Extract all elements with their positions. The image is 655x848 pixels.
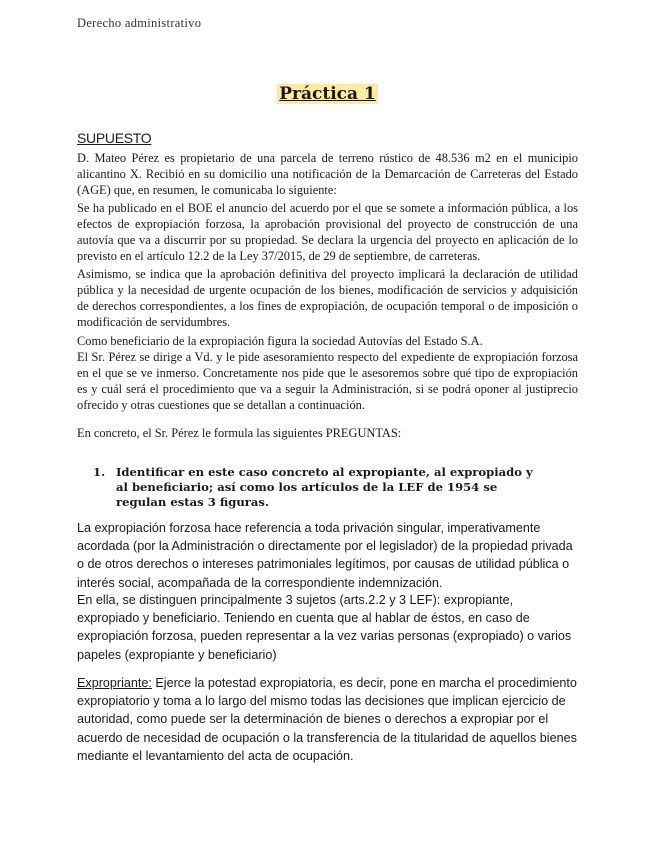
answer-paragraph-3	[77, 674, 578, 765]
page-header: Derecho administrativo	[77, 16, 202, 30]
supuesto-paragraph-1: D. Mateo Pérez es propietario de una parcela de terreno rústico de 48.536 m2 en el municipio alicantino X. Recibió en su domicilio una notificación de la Demarcación de Carreteras del Estado (AGE) que, en resumen, le comunicaba lo siguiente:	[77, 151, 578, 197]
expropriante-definition: Ejerce la potestad expropiatoria, es decir, pone en marcha el procedimiento expropiatorio y toma a lo largo del mismo todas las decisiones que implican ejercicio de autoridad, como puede ser la determinación de bienes o derechos a expropiar por el acuerdo de necesidad de ocupación o la transferencia de la titularidad de aquellos bienes mediante el levantamiento del acta de ocupación.	[77, 676, 577, 763]
page-title: Práctica 1	[279, 84, 376, 104]
question-1-number: 1.	[93, 465, 106, 479]
supuesto-paragraph-2: Se ha publicado en el BOE el anuncio del acuerdo por el que se somete a información pública, a los efectos de expropiación forzosa, la aprobación provisional del proyecto de construcción de una autovía que va a discurrir por su propiedad. Se declara la urgencia del proyecto en aplicación de lo previsto en el artículo 12.2 de la Ley 37/2015, de 29 de septiembre, de carreteras.	[77, 201, 578, 263]
supuesto-paragraph-5: En concreto, el Sr. Pérez le formula las siguientes PREGUNTAS:	[77, 426, 402, 440]
page-title-wrap	[0, 84, 655, 104]
question-1-text: Identificar en este caso concreto al expropiante, al expropiado y al beneficiario; así como los artículos de la LEF de 1954 se regulan estas 3 figuras.	[116, 465, 533, 509]
answer-paragraph-2: En ella, se distinguen principalmente 3 sujetos (arts.2.2 y 3 LEF): expropiante, expropiado y beneficiario. Teniendo en cuenta que al hablar de éstos, en caso de expropiación forzosa, pueden representar a la vez varias personas (expropiado) o varios papeles (expropiante y beneficiario)	[77, 593, 572, 662]
supuesto-paragraph-4b: El Sr. Pérez se dirige a Vd. y le pide asesoramiento respecto del expediente de expropiación forzosa en el que se ve inmerso. Concretamente nos pide que le asesoremos sobre qué tipo de expropiación es y cuál será el procedimiento que va a seguir la Administración, si se podrá oponer al justiprecio ofrecido y otras cuestiones que se detallan a continuación.	[77, 350, 578, 412]
answer-paragraph-1: La expropiación forzosa hace referencia a toda privación singular, imperativamente acordada (por la Administración o directamente por el legislador) de la propiedad privada o de otros derechos o intereses patrimoniales legítimos, por causas de utilidad pública o interés social, acompañada de la correspondiente indemnización.	[77, 521, 573, 590]
supuesto-heading: SUPUESTO	[77, 130, 152, 146]
supuesto-paragraph-3: Asimismo, se indica que la aprobación definitiva del proyecto implicará la declaración de utilidad pública y la necesidad de urgente ocupación de los bienes, modificación de servicios y adquisición de derechos correspondientes, a los fines de expropiación, de ocupación temporal o de imposición o modificación de servidumbres.	[77, 267, 578, 329]
expropriante-term: Expropriante:	[77, 676, 152, 690]
supuesto-paragraph-4a: Como beneficiario de la expropiación figura la sociedad Autovías del Estado S.A.	[77, 334, 483, 348]
